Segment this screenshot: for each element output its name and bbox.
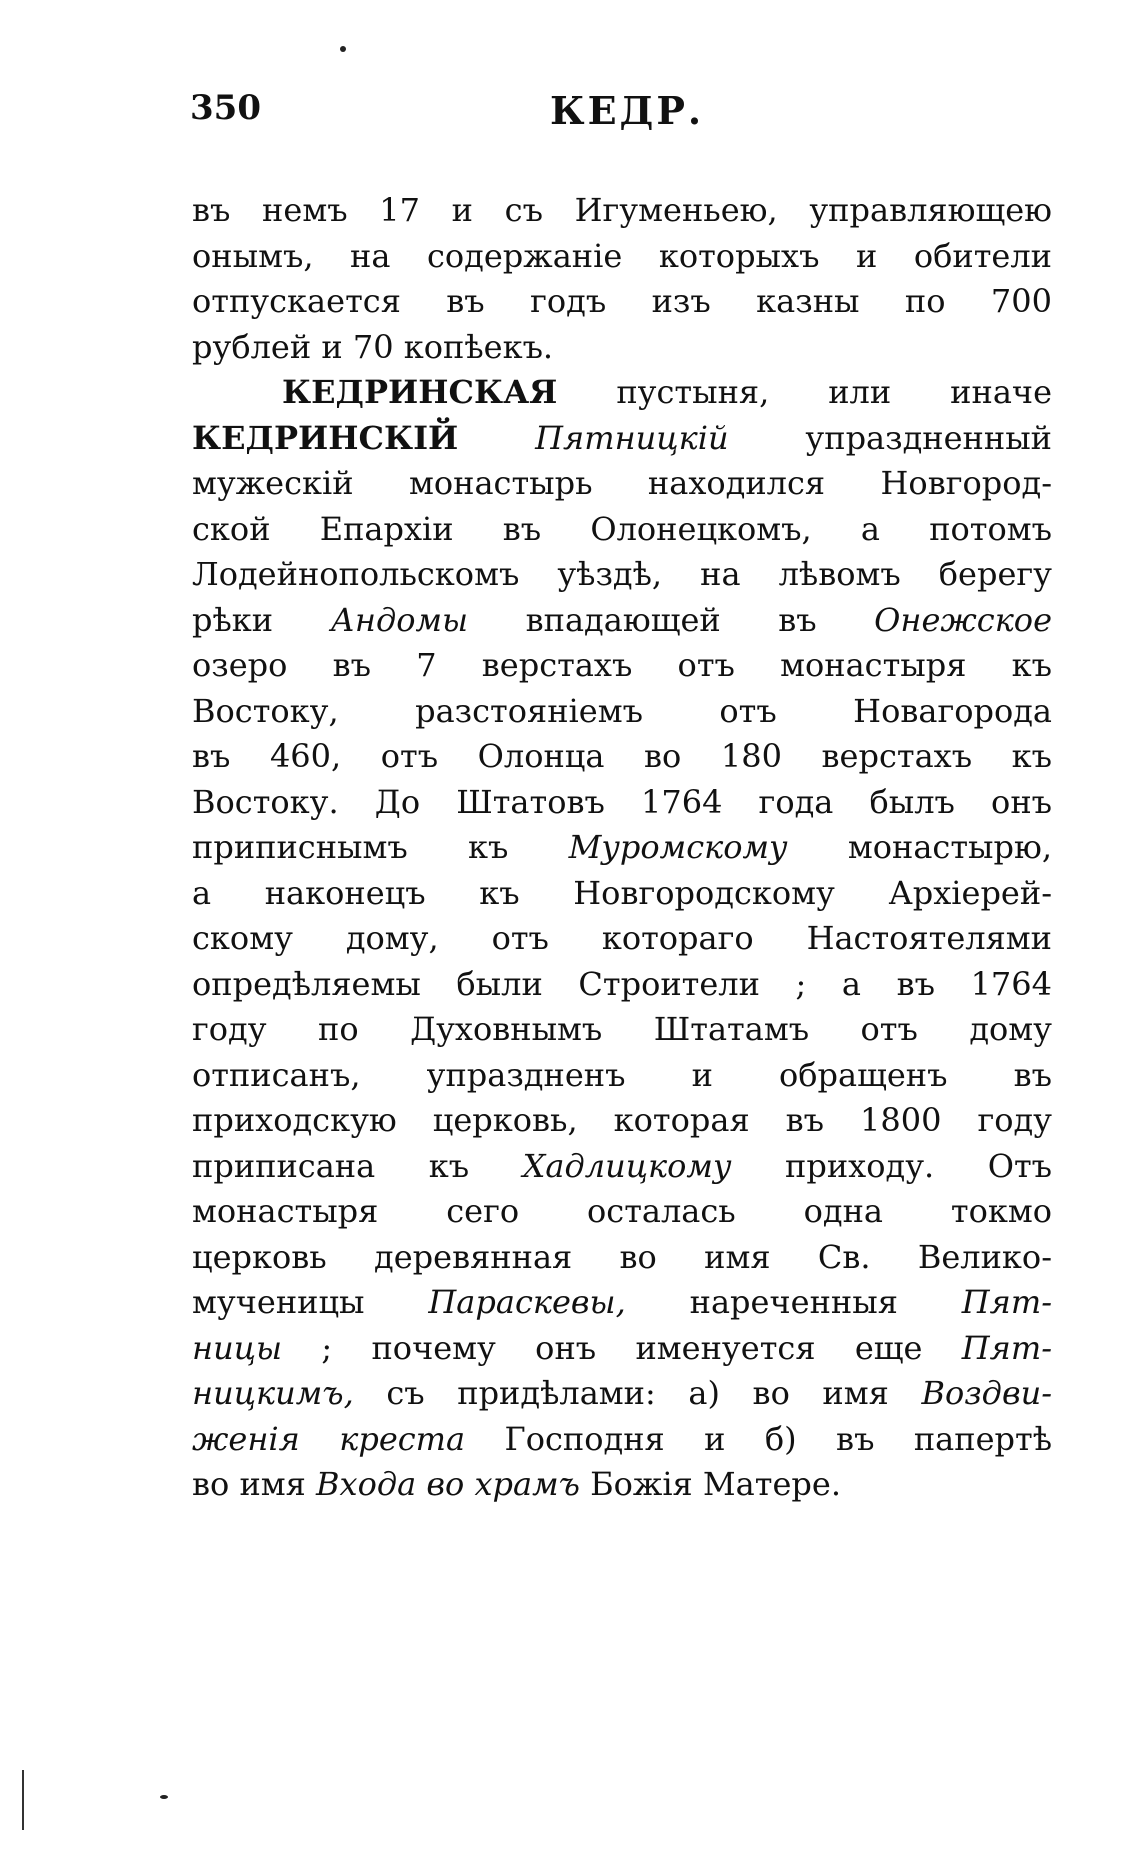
italic-name: Пятницкій xyxy=(535,418,729,457)
text-run: упраздненный xyxy=(728,418,1053,457)
text-run: съ придѣлами: а) во имя xyxy=(353,1374,922,1412)
text-line xyxy=(192,962,1052,1008)
text-line xyxy=(192,689,1052,735)
italic-name: Онежское xyxy=(874,600,1052,639)
text-run: а наконецъ къ Новгородскому Архіерей- xyxy=(192,873,1052,912)
text-line xyxy=(192,1144,1052,1190)
italic-name: женія креста xyxy=(192,1419,466,1458)
text-run: ; почему онъ именуется еще xyxy=(282,1328,962,1367)
text-run: отписанъ, упраздненъ и обращенъ въ xyxy=(192,1055,1052,1094)
text-line xyxy=(192,780,1052,826)
text-line xyxy=(192,1053,1052,1099)
text-line xyxy=(192,1462,1052,1508)
text-line xyxy=(192,825,1052,871)
scan-speck xyxy=(340,46,346,52)
text-run: году по Духовнымъ Штатамъ отъ дому xyxy=(192,1010,1052,1048)
text-run: ской Епархіи въ Олонецкомъ, а потомъ xyxy=(192,509,1052,548)
text-run: Востоку. До Штатовъ 1764 года былъ онъ xyxy=(192,782,1052,821)
italic-name: Воздви- xyxy=(921,1374,1052,1412)
text-run: рублей и 70 копѣекъ. xyxy=(192,327,554,366)
italic-name: Пят- xyxy=(961,1328,1052,1367)
text-line xyxy=(192,871,1052,917)
italic-name: Андомы xyxy=(330,600,469,639)
italic-name: ницкимъ, xyxy=(192,1374,354,1412)
text-line xyxy=(192,1189,1052,1235)
text-run: въ 460, отъ Олонца во 180 верстахъ къ xyxy=(192,737,1052,775)
text-line xyxy=(192,1098,1052,1144)
text-run: опредѣляемы были Строители ; а въ 1764 xyxy=(192,964,1052,1003)
italic-name: Хадлицкому xyxy=(522,1146,732,1185)
text-run: отпускается въ годъ изъ казны по 700 xyxy=(192,282,1052,320)
text-run: въ немъ 17 и съ Игуменьею, управляющею xyxy=(192,191,1052,229)
text-line xyxy=(192,598,1052,644)
italic-name: ницы xyxy=(192,1328,283,1367)
text-run: онымъ, на содержаніе которыхъ и обители xyxy=(192,236,1052,275)
running-head: КЕДР. xyxy=(550,88,705,133)
text-line xyxy=(192,1371,1052,1417)
italic-name: Параскевы, xyxy=(428,1283,626,1321)
text-run: озеро въ 7 верстахъ отъ монастыря къ xyxy=(192,646,1052,684)
text-run: впадающей въ xyxy=(468,600,875,639)
text-line xyxy=(192,1417,1052,1463)
text-line xyxy=(192,370,1052,416)
bold-heading: КЕДРИНСКАЯ xyxy=(282,373,558,411)
article-text xyxy=(192,188,1052,1508)
text-line xyxy=(192,234,1052,280)
text-run: приходскую церковь, которая въ 1800 году xyxy=(192,1101,1052,1139)
text-run: мужескій монастырь находился Новгород- xyxy=(192,464,1052,502)
text-run: Востоку, разстояніемъ отъ Новагорода xyxy=(192,691,1052,730)
text-line xyxy=(192,1280,1052,1326)
text-line xyxy=(192,416,1052,462)
text-line xyxy=(192,188,1052,234)
text-run: Господня и б) въ папертѣ xyxy=(465,1419,1053,1458)
page-number: 350 xyxy=(190,88,261,128)
text-run: приходу. Отъ xyxy=(731,1146,1052,1185)
text-run: пустыня, или иначе xyxy=(557,373,1052,411)
italic-name: Муромскому xyxy=(568,828,788,866)
text-run: рѣки xyxy=(192,600,331,639)
text-run: приписнымъ къ xyxy=(192,828,569,866)
text-run: приписана къ xyxy=(192,1146,523,1185)
text-run: монастырю, xyxy=(787,828,1052,866)
text-run: во имя xyxy=(192,1465,317,1503)
text-line xyxy=(192,325,1052,371)
text-line xyxy=(192,461,1052,507)
text-line xyxy=(192,1007,1052,1053)
text-line xyxy=(192,734,1052,780)
text-line xyxy=(192,643,1052,689)
text-line xyxy=(192,507,1052,553)
text-run: скому дому, отъ котораго Настоятелями xyxy=(192,919,1052,957)
text-line xyxy=(192,279,1052,325)
text-run xyxy=(458,419,535,457)
bold-heading: КЕДРИНСКІЙ xyxy=(192,418,459,457)
italic-name: Входа во храмъ xyxy=(316,1465,580,1503)
text-run: Лодейнопольскомъ уѣздѣ, на лѣвомъ берегу xyxy=(192,555,1052,593)
page-header xyxy=(190,88,940,148)
scan-speck xyxy=(160,1795,168,1799)
text-line xyxy=(192,916,1052,962)
scan-mark xyxy=(22,1770,24,1830)
text-run: мученицы xyxy=(192,1283,429,1321)
text-run: Божія Матере. xyxy=(579,1465,841,1503)
text-run: нареченныя xyxy=(625,1283,962,1321)
text-line xyxy=(192,552,1052,598)
text-line xyxy=(192,1235,1052,1281)
text-run: монастыря сего осталась одна токмо xyxy=(192,1192,1052,1230)
italic-name: Пят- xyxy=(961,1283,1052,1321)
text-line xyxy=(192,1326,1052,1372)
text-run: церковь деревянная во имя Св. Велико- xyxy=(192,1237,1052,1276)
